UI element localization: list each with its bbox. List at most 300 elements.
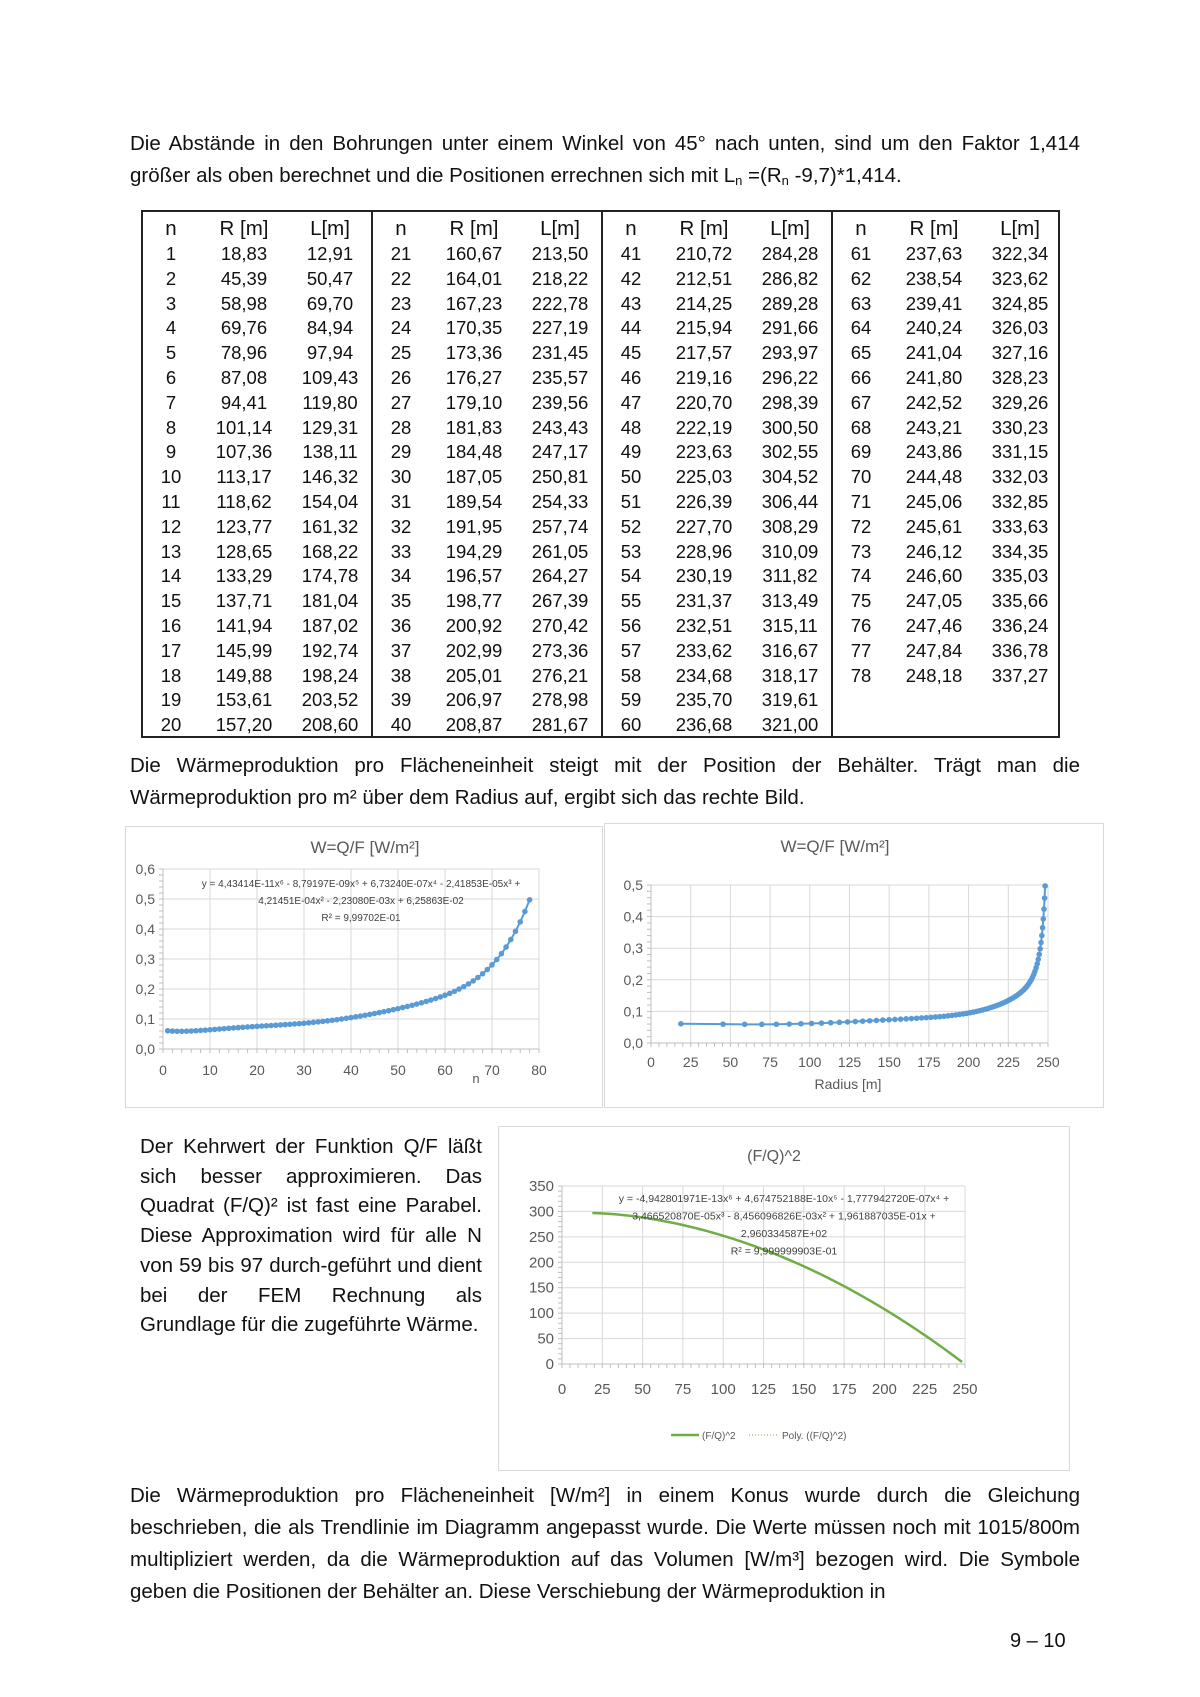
table-cell: 254,33 <box>531 490 589 512</box>
table-row <box>833 614 1061 639</box>
table-row <box>373 416 601 441</box>
table-cell: 62 <box>850 267 872 289</box>
table-cell: 65 <box>850 342 872 364</box>
series-line <box>681 886 1045 1024</box>
data-point <box>1041 906 1047 912</box>
table-cell: 187,05 <box>445 466 503 488</box>
table-cell: 48 <box>620 416 642 438</box>
table-cell: 137,71 <box>215 590 273 612</box>
table-cell: 210,72 <box>675 243 733 264</box>
data-point <box>860 1018 866 1024</box>
data-point <box>786 1021 792 1027</box>
table-cell: 138,11 <box>302 441 358 463</box>
table-row <box>833 366 1061 391</box>
table-row <box>373 664 601 689</box>
table-cell: 222,78 <box>531 292 589 314</box>
table-cell: 335,66 <box>991 590 1049 612</box>
table-cell: 184,48 <box>445 441 503 463</box>
table-cell: 27 <box>390 391 412 413</box>
table-row <box>143 540 371 565</box>
table-cell: 109,43 <box>301 366 359 388</box>
table-cell: 328,23 <box>991 366 1049 388</box>
table-cell: 35 <box>390 590 412 612</box>
data-point <box>880 1017 886 1023</box>
reciprocal-paragraph: Der Kehrwert der Funktion Q/F läßt sich besser approximieren. Das Quadrat (F/Q)² ist fast eine Parabel. Diese Approximation wird für alle N von 59 bis 97 durch-geführt und dient bei der FEM Rechnung als Grundlage für die zugeführte Wärme. <box>140 1135 482 1337</box>
table-cell: 227,19 <box>531 317 589 339</box>
y-tick-label: 250 <box>528 1228 554 1246</box>
table-cell: 284,28 <box>761 243 819 264</box>
table-cell: 13 <box>160 540 182 562</box>
table-header-cell: n <box>625 217 637 240</box>
x-tick-label: 150 <box>877 1054 901 1070</box>
table-cell: 242,52 <box>905 391 963 413</box>
table-cell: 196,57 <box>445 565 503 587</box>
y-tick-label: 0,0 <box>135 1041 155 1057</box>
data-point <box>798 1021 804 1027</box>
data-point <box>339 1016 345 1022</box>
table-row <box>603 316 831 341</box>
table-cell: 187,02 <box>301 614 359 636</box>
table-cell: 52 <box>620 515 642 537</box>
table-cell: 208,60 <box>301 714 359 736</box>
table-cell: 17 <box>160 639 182 661</box>
table-cell: 173,36 <box>445 342 503 364</box>
table-row <box>603 713 831 738</box>
table-row <box>833 341 1061 366</box>
table-cell: 212,51 <box>675 267 733 289</box>
table-cell: 181,83 <box>445 416 503 438</box>
table-header-cell: R [m] <box>449 217 499 240</box>
table-row <box>833 440 1061 465</box>
table-cell: 310,09 <box>761 540 819 562</box>
table-cell: 12 <box>160 515 182 537</box>
data-point <box>867 1018 873 1024</box>
data-point <box>819 1020 825 1026</box>
table-cell: 55 <box>620 590 642 612</box>
x-tick-label: 80 <box>531 1062 547 1078</box>
data-point <box>480 971 486 977</box>
table-row <box>833 664 1061 689</box>
table-cell: 157,20 <box>215 714 273 736</box>
data-point <box>1035 957 1041 963</box>
table-row <box>373 440 601 465</box>
data-point <box>903 1016 909 1022</box>
chart-w-over-n <box>125 826 603 1108</box>
table-cell: 238,54 <box>905 267 963 289</box>
x-tick-label: 10 <box>202 1062 218 1078</box>
data-point <box>517 919 523 925</box>
table-cell: 70 <box>850 466 872 488</box>
table-row <box>603 515 831 540</box>
table-header-cell: L[m] <box>1000 217 1040 240</box>
table-cell: 57 <box>620 639 642 661</box>
chart-title: W=Q/F [W/m²] <box>310 838 420 857</box>
table-row <box>603 490 831 515</box>
data-point <box>372 1011 378 1017</box>
data-point <box>499 951 505 957</box>
table-header-cell: L[m] <box>310 217 350 240</box>
table-cell: 234,68 <box>675 664 733 686</box>
table-cell: 59 <box>620 689 642 711</box>
table-cell: 123,77 <box>215 515 273 537</box>
table-row <box>143 688 371 713</box>
table-cell: 68 <box>850 416 872 438</box>
table-cell: 170,35 <box>445 317 503 339</box>
x-tick-label: 100 <box>798 1054 822 1070</box>
data-point <box>845 1019 851 1025</box>
trendline-equation: R² = 9,999999903E-01 <box>730 1245 838 1258</box>
table-row <box>833 391 1061 416</box>
table-cell: 51 <box>620 490 642 512</box>
table-cell: 296,22 <box>761 366 819 388</box>
data-point <box>837 1020 843 1026</box>
table-row <box>373 713 601 738</box>
table-cell: 336,78 <box>991 639 1049 661</box>
table-cell: 205,01 <box>445 664 503 686</box>
table-cell: 2 <box>165 267 177 289</box>
table-row <box>833 267 1061 292</box>
data-point <box>742 1022 748 1028</box>
y-tick-label: 200 <box>528 1254 554 1272</box>
table-cell: 167,23 <box>445 292 503 314</box>
y-tick-label: 100 <box>528 1305 554 1323</box>
data-point <box>1037 946 1043 952</box>
y-tick-label: 0,1 <box>135 1011 155 1027</box>
table-row <box>143 267 371 292</box>
data-point <box>386 1008 392 1014</box>
table-row <box>143 366 371 391</box>
data-point <box>400 1005 406 1011</box>
table-cell: 306,44 <box>761 490 819 512</box>
table-cell: 179,10 <box>445 391 503 413</box>
data-point <box>759 1022 765 1028</box>
table-row <box>143 316 371 341</box>
table-row <box>143 391 371 416</box>
table-cell: 39 <box>390 689 412 711</box>
positions-table <box>141 210 1060 738</box>
table-row <box>373 242 601 267</box>
chart-title: W=Q/F [W/m²] <box>780 837 890 856</box>
table-row <box>833 540 1061 565</box>
table-cell: 4 <box>165 317 177 339</box>
table-cell: 32 <box>390 515 412 537</box>
data-point <box>367 1012 373 1018</box>
table-row <box>143 614 371 639</box>
table-row <box>373 639 601 664</box>
data-point <box>376 1010 382 1016</box>
table-cell: 243,43 <box>531 416 589 438</box>
y-tick-label: 0 <box>545 1356 554 1373</box>
table-row <box>833 490 1061 515</box>
trendline-equation: 4,21451E-04x² - 2,23080E-03x + 6,25863E-02 <box>258 896 464 907</box>
data-point <box>358 1013 364 1019</box>
table-cell: 6 <box>165 366 177 388</box>
x-tick-label: 50 <box>722 1054 739 1070</box>
table-row <box>603 688 831 713</box>
table-cell: 202,99 <box>445 639 503 661</box>
table-cell: 24 <box>390 317 412 339</box>
table-cell: 264,27 <box>531 565 589 587</box>
table-cell: 128,65 <box>215 540 273 562</box>
table-cell: 25 <box>390 342 412 364</box>
table-cell: 278,98 <box>531 689 589 711</box>
table-cell: 50 <box>620 466 642 488</box>
x-tick-label: 125 <box>837 1054 862 1070</box>
x-tick-label: 25 <box>593 1381 611 1398</box>
table-column-group <box>143 212 373 736</box>
trendline-equation: 2,960334587E+02 <box>740 1228 828 1240</box>
subscript: n <box>735 173 743 188</box>
y-tick-label: 0,3 <box>135 951 155 967</box>
table-cell: 270,42 <box>531 614 589 636</box>
table-cell: 333,63 <box>991 515 1049 537</box>
table-row <box>833 242 1061 267</box>
table-cell: 8 <box>165 416 177 438</box>
table-cell: 239,41 <box>905 292 963 314</box>
data-point <box>362 1012 368 1018</box>
y-tick-label: 0,5 <box>135 891 155 907</box>
chart-title: (F/Q)^2 <box>747 1148 801 1165</box>
trendline-equation: y = -4,942801971E-13x⁶ + 4,674752188E-10x⁵ - 1,777942720E-07x⁴ + <box>618 1193 950 1205</box>
table-cell: 228,96 <box>675 540 733 562</box>
table-cell: 241,04 <box>905 342 963 364</box>
table-row <box>833 316 1061 341</box>
x-tick-label: 75 <box>762 1054 778 1070</box>
table-cell: 3 <box>165 292 177 314</box>
table-row <box>143 664 371 689</box>
table-cell: 244,48 <box>905 466 963 488</box>
data-point <box>1036 952 1042 958</box>
chart-w-over-radius-svg <box>605 824 1105 1109</box>
table-cell: 246,60 <box>905 565 963 587</box>
table-cell: 1 <box>165 243 177 264</box>
table-cell: 247,84 <box>905 639 963 661</box>
table-row <box>833 416 1061 441</box>
table-cell: 107,36 <box>215 441 273 463</box>
table-row <box>833 639 1061 664</box>
chart-w-over-n-svg <box>126 827 604 1109</box>
x-tick-label: 50 <box>634 1381 651 1398</box>
table-cell: 168,22 <box>301 540 359 562</box>
data-point <box>344 1016 350 1022</box>
table-cell: 42 <box>620 267 642 289</box>
data-point <box>1041 916 1047 922</box>
table-cell: 192,74 <box>301 639 359 661</box>
data-point <box>329 1017 335 1023</box>
x-tick-label: 0 <box>557 1381 567 1398</box>
x-tick-label: 75 <box>674 1381 692 1398</box>
data-point <box>419 1000 425 1006</box>
table-cell: 153,61 <box>215 689 273 711</box>
table-row <box>603 465 831 490</box>
table-cell: 9 <box>165 441 177 463</box>
data-point <box>395 1006 401 1012</box>
y-tick-label: 0,3 <box>623 940 643 957</box>
table-cell: 313,49 <box>761 590 819 612</box>
table-cell: 245,06 <box>905 490 963 512</box>
table-cell: 213,50 <box>531 243 589 264</box>
data-point <box>508 937 514 943</box>
table-cell: 30 <box>390 466 412 488</box>
table-cell: 43 <box>620 292 642 314</box>
table-row <box>143 465 371 490</box>
table-cell: 231,37 <box>675 590 733 612</box>
table-header-row <box>373 216 601 242</box>
table-cell: 281,67 <box>531 714 589 736</box>
table-cell: 330,23 <box>991 416 1049 438</box>
chart-w-over-radius <box>604 823 1104 1108</box>
table-cell: 67 <box>850 391 872 413</box>
table-cell: 97,94 <box>306 342 354 364</box>
table-cell: 69 <box>850 441 872 463</box>
data-point <box>898 1016 904 1022</box>
table-cell: 73 <box>850 540 872 562</box>
table-cell: 5 <box>165 342 177 364</box>
table-cell: 232,51 <box>675 614 733 636</box>
table-cell: 161,32 <box>301 515 359 537</box>
table-cell: 164,01 <box>445 267 503 289</box>
table-header-cell: R [m] <box>909 217 959 240</box>
table-cell: 15 <box>160 590 182 612</box>
y-tick-label: 0,6 <box>135 861 155 877</box>
table-cell: 19 <box>160 689 182 711</box>
data-point <box>461 984 467 990</box>
table-row <box>603 391 831 416</box>
table-cell: 237,63 <box>905 243 963 264</box>
y-tick-label: 50 <box>537 1330 554 1348</box>
table-cell: 225,03 <box>675 466 733 488</box>
table-cell: 300,50 <box>761 416 819 438</box>
table-cell: 50,47 <box>306 267 354 289</box>
table-cell: 240,24 <box>905 317 963 339</box>
data-point <box>1039 933 1045 939</box>
data-point <box>513 928 519 934</box>
table-cell: 10 <box>160 466 182 488</box>
data-point <box>678 1021 684 1027</box>
table-cell: 316,67 <box>761 639 819 661</box>
table-row <box>603 267 831 292</box>
table-cell: 113,17 <box>216 466 272 488</box>
table-cell: 78,96 <box>220 342 268 364</box>
table-header-row <box>143 216 371 242</box>
x-axis-label: Radius [m] <box>814 1076 882 1092</box>
data-point <box>809 1021 815 1027</box>
x-tick-label: 20 <box>249 1062 265 1078</box>
trendline-equation: y = 4,43414E-11x⁶ - 8,79197E-09x⁵ + 6,73240E-07x⁴ - 2,41853E-05x³ + <box>201 879 521 890</box>
table-cell: 77 <box>850 639 872 661</box>
table-cell: 236,68 <box>675 714 733 736</box>
table-row <box>143 515 371 540</box>
x-tick-label: 70 <box>484 1062 500 1078</box>
data-point <box>852 1019 858 1025</box>
table-row <box>143 490 371 515</box>
data-point <box>914 1015 920 1021</box>
x-tick-label: 225 <box>996 1054 1020 1070</box>
y-tick-label: 0,2 <box>623 971 643 988</box>
table-cell: 335,03 <box>991 565 1049 587</box>
table-row <box>603 639 831 664</box>
page-number: 9 – 10 <box>1010 1630 1066 1652</box>
table-cell: 267,39 <box>531 590 589 612</box>
table-cell: 14 <box>160 565 182 587</box>
table-cell: 245,61 <box>905 515 963 537</box>
table-cell: 141,94 <box>215 614 273 636</box>
table-row <box>833 515 1061 540</box>
table-column-group <box>603 212 833 736</box>
x-tick-label: 200 <box>871 1381 897 1398</box>
table-cell: 243,86 <box>905 441 963 463</box>
data-point <box>874 1018 880 1024</box>
table-row <box>143 564 371 589</box>
table-cell: 214,25 <box>675 292 733 314</box>
table-cell: 33 <box>390 540 412 562</box>
table-row <box>833 589 1061 614</box>
x-tick-label: 60 <box>437 1062 453 1078</box>
table-cell: 326,03 <box>991 317 1049 339</box>
table-cell: 94,41 <box>220 391 268 413</box>
table-cell: 176,27 <box>445 366 503 388</box>
table-cell: 56 <box>620 614 642 636</box>
table-cell: 160,67 <box>445 243 503 264</box>
table-cell: 332,03 <box>991 466 1049 488</box>
table-cell: 203,52 <box>301 689 359 711</box>
table-row <box>603 366 831 391</box>
table-cell: 146,32 <box>301 466 359 488</box>
table-header-cell: R [m] <box>679 217 729 240</box>
table-cell: 76 <box>850 614 872 636</box>
table-cell: 230,19 <box>675 565 733 587</box>
table-cell: 45,39 <box>220 267 268 289</box>
table-cell: 47 <box>620 391 642 413</box>
table-cell: 323,62 <box>991 267 1049 289</box>
table-cell: 276,21 <box>531 664 589 686</box>
table-cell: 235,57 <box>531 366 589 388</box>
data-point <box>1038 940 1044 946</box>
table-row <box>373 341 601 366</box>
table-row <box>373 540 601 565</box>
table-cell: 239,56 <box>531 391 589 413</box>
table-cell: 28 <box>390 416 412 438</box>
table-cell: 248,18 <box>905 664 963 686</box>
x-tick-label: 200 <box>956 1054 981 1070</box>
legend-label: (F/Q)^2 <box>702 1431 736 1442</box>
y-tick-label: 0,4 <box>623 908 643 925</box>
x-tick-label: 50 <box>390 1062 406 1078</box>
table-row <box>373 614 601 639</box>
data-point <box>828 1020 834 1026</box>
table-cell: 37 <box>390 639 412 661</box>
data-point <box>353 1014 359 1020</box>
table-cell: 64 <box>850 317 872 339</box>
y-tick-label: 0,4 <box>135 921 155 937</box>
table-cell: 49 <box>620 441 642 463</box>
x-tick-label: 225 <box>912 1381 938 1398</box>
x-tick-label: 100 <box>710 1381 736 1398</box>
table-cell: 304,52 <box>761 466 819 488</box>
table-row <box>603 416 831 441</box>
x-tick-label: 40 <box>343 1062 359 1078</box>
table-cell: 38 <box>390 664 412 686</box>
table-cell: 84,94 <box>306 317 354 339</box>
data-point <box>720 1021 726 1027</box>
table-cell: 36 <box>390 614 412 636</box>
table-cell: 78 <box>850 664 872 686</box>
table-row <box>833 465 1061 490</box>
y-tick-label: 0,0 <box>623 1035 643 1051</box>
table-cell: 246,12 <box>905 540 963 562</box>
table-row <box>603 589 831 614</box>
table-cell: 289,28 <box>761 292 819 314</box>
